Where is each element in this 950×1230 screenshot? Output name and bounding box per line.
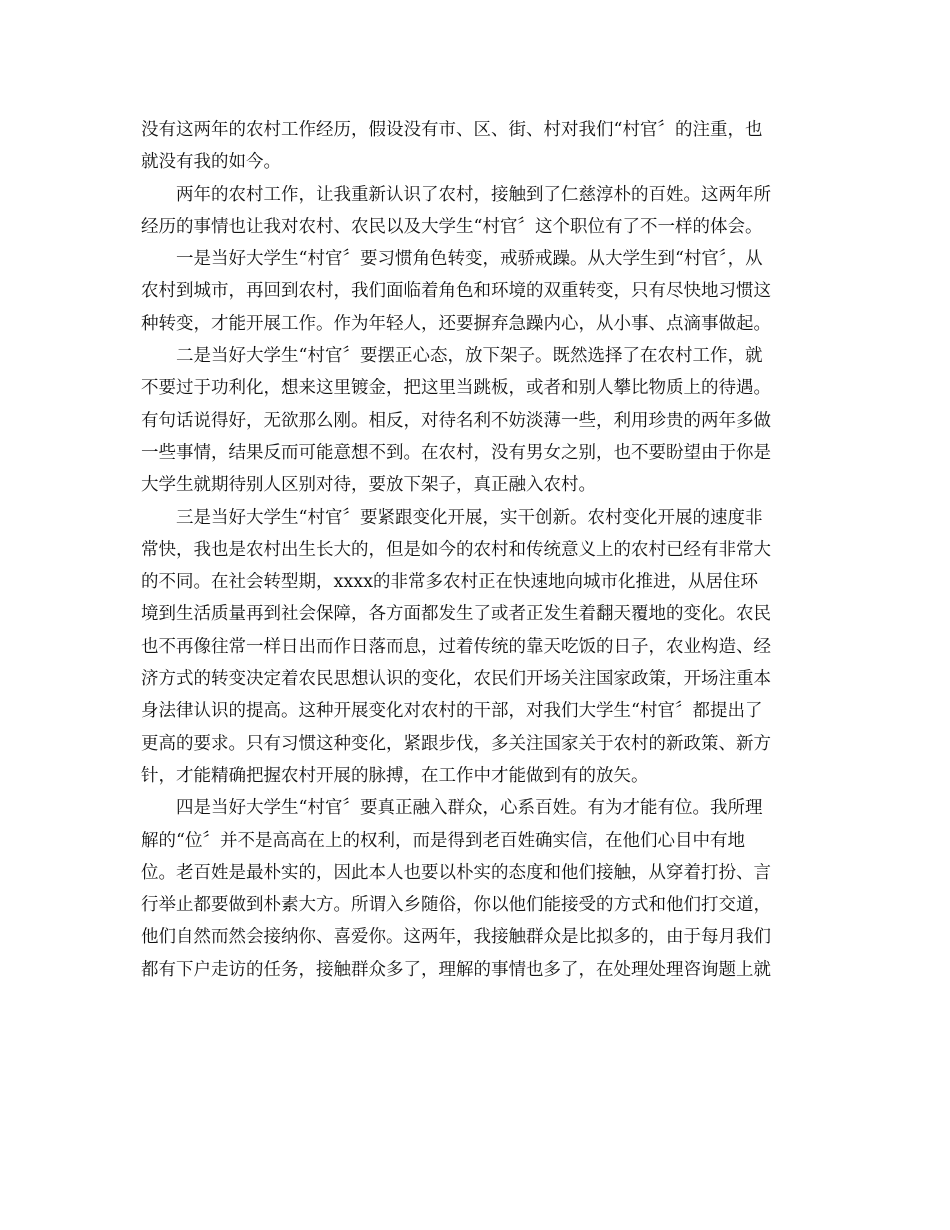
paragraph-line: 针，才能精确把握农村开展的脉搏，在工作中才能做到有的放矢。 (141, 765, 649, 786)
paragraph-line: 没有这两年的农村工作经历，假设没有市、区、街、村对我们“村官〞的注重，也 (141, 120, 763, 140)
paragraph-line: 就没有我的如今。 (141, 152, 281, 173)
paragraph-3 (141, 243, 815, 340)
document-body (141, 114, 815, 986)
paragraph-line: 二是当好大学生“村官〞要摆正心态，放下架子。既然选择了在农村工作，就 (176, 346, 763, 367)
paragraph-line: 一是当好大学生“村官〞要习惯角色转变，戒骄戒躁。从大学生到“村官〞，从 (176, 249, 763, 270)
paragraph-4 (141, 340, 815, 501)
paragraph-line: 行举止都要做到朴素大方。所谓入乡随俗，你以他们能接受的方式和他们打交道， (141, 895, 771, 916)
paragraph-5 (141, 502, 815, 793)
paragraph-line: 经历的事情也让我对农村、农民以及大学生“村官〞这个职位有了不一样的体会。 (141, 216, 763, 237)
paragraph-line: 解的“位〞并不是高高在上的权利，而是得到老百姓确实信，在他们心目中有地 (141, 830, 745, 851)
paragraph-line: 他们自然而然会接纳你、喜爱你。这两年，我接触群众是比拟多的，由于每月我们 (141, 927, 771, 948)
paragraph-line: 大学生就期待别人区别对待，要放下架子，真正融入农村。 (141, 475, 596, 496)
paragraph-line: 更高的要求。只有习惯这种变化，紧跟步伐，多关注国家关于农村的新政策、新方 (141, 733, 771, 754)
paragraph-line: 也不再像往常一样日出而作日落而息，过着传统的靠天吃饭的日子，农业构造、经 (141, 636, 771, 657)
paragraph-line: 一些事情，结果反而可能意想不到。在农村，没有男女之别，也不要盼望由于你是 (141, 442, 771, 463)
paragraph-line: 有句话说得好，无欲那么刚。相反，对待名利不妨淡薄一些，利用珍贵的两年多做 (141, 410, 771, 431)
paragraph-line: 农村到城市，再回到农村，我们面临着角色和环境的双重转变，只有尽快地习惯这 (141, 281, 771, 302)
paragraph-line: 身法律认识的提高。这种开展变化对农村的干部，对我们大学生“村官〞都提出了 (141, 701, 763, 722)
paragraph-2 (141, 179, 815, 244)
paragraph-line: 境到生活质量再到社会保障，各方面都发生了或者正发生着翻天覆地的变化。农民 (141, 604, 771, 625)
paragraph-6 (141, 792, 815, 986)
paragraph-line: 都有下户走访的任务，接触群众多了，理解的事情也多了，在处理处理咨询题上就 (141, 959, 771, 980)
paragraph-line: 位。老百姓是最朴实的，因此本人也要以朴实的态度和他们接触，从穿着打扮、言 (141, 862, 771, 883)
paragraph-line: 济方式的转变决定着农民思想认识的变化，农民们开场关注国家政策，开场注重本 (141, 669, 771, 690)
paragraph-1 (141, 114, 815, 179)
paragraph-line: 常快，我也是农村出生长大的，但是如今的农村和传统意义上的农村已经有非常大 (141, 539, 771, 560)
paragraph-line: 三是当好大学生“村官〞要紧跟变化开展，实干创新。农村变化开展的速度非 (176, 507, 763, 528)
paragraph-line: 的不同。在社会转型期，xxxx的非常多农村正在快速地向城市化推进，从居住环 (141, 572, 758, 593)
paragraph-line: 不要过于功利化，想来这里镀金，把这里当跳板，或者和别人攀比物质上的待遇。 (141, 378, 771, 399)
paragraph-line: 种转变，才能开展工作。作为年轻人，还要摒弃急躁内心，从小事、点滴事做起。 (141, 313, 771, 334)
paragraph-line: 两年的农村工作，让我重新认识了农村，接触到了仁慈淳朴的百姓。这两年所 (176, 184, 771, 205)
paragraph-line: 四是当好大学生“村官〞要真正融入群众，心系百姓。有为才能有位。我所理 (176, 798, 763, 819)
